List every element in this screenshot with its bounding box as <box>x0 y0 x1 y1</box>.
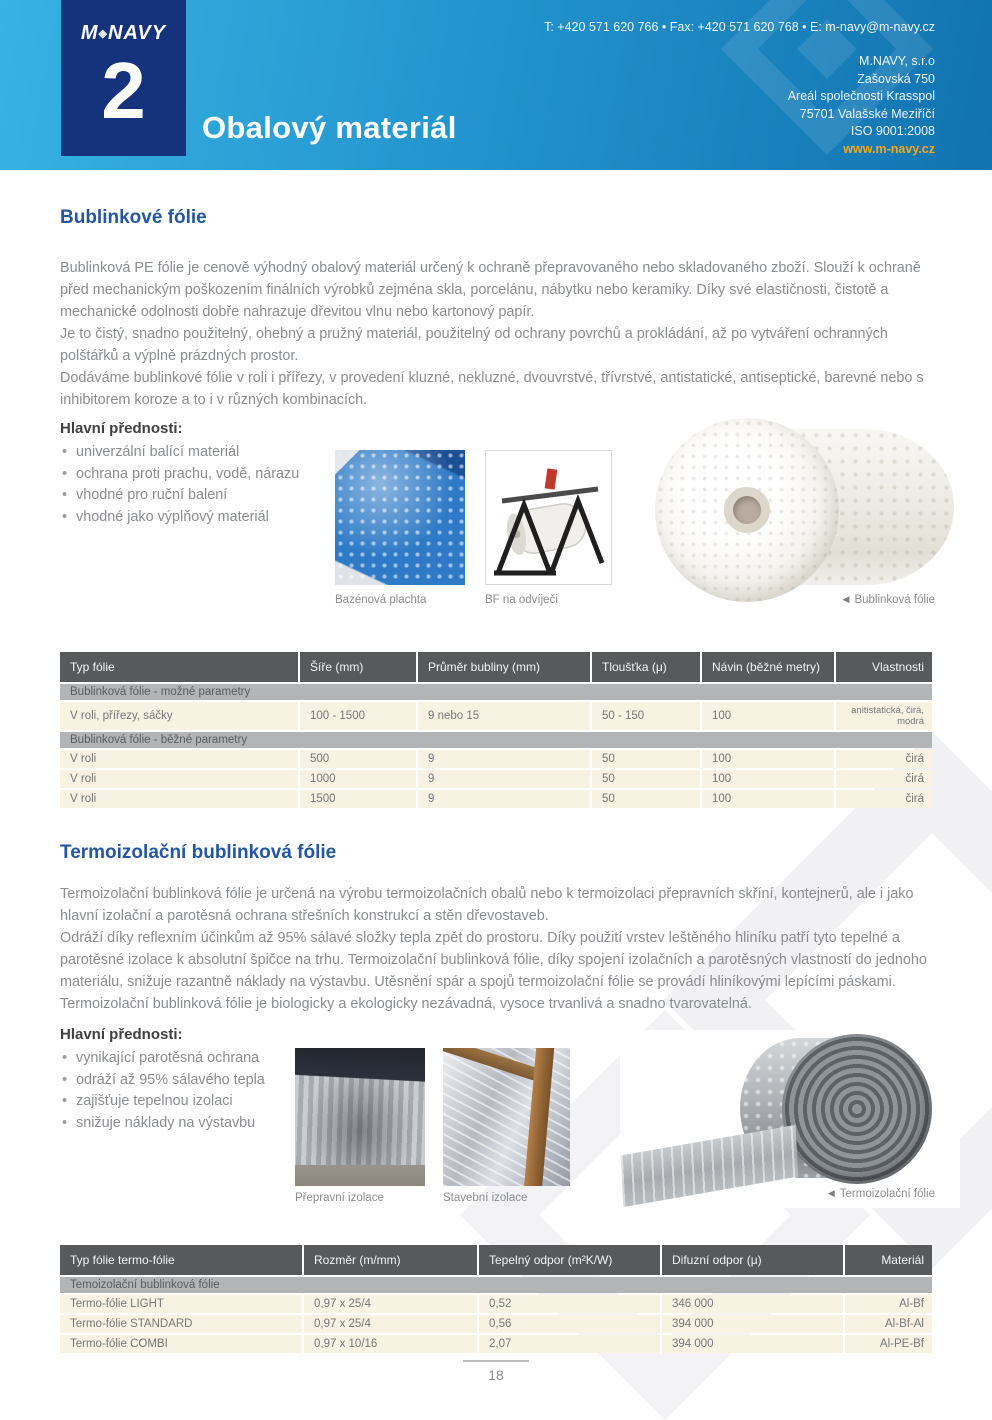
cell: V roli <box>60 750 300 768</box>
benefit-item: • ochrana proti prachu, vodě, nárazu <box>60 464 340 486</box>
photo-caption: Přepravní izolace <box>295 1192 384 1204</box>
cell: V roli <box>60 770 300 788</box>
table-header-row <box>60 652 932 682</box>
group-label: Temoizolační bublinková fólie <box>60 1277 932 1293</box>
bubble-foil-table <box>60 650 932 810</box>
termo-roll-spiral <box>782 1034 932 1184</box>
cell: 100 <box>702 770 836 788</box>
cell: Al-Bf-Al <box>845 1315 932 1333</box>
footer-divider <box>463 1360 529 1362</box>
photo-bublinkova-folie <box>650 415 960 605</box>
column-header: Difuzní odpor (μ) <box>662 1245 845 1275</box>
address-line: ISO 9001:2008 <box>850 124 935 139</box>
cell: 0,97 x 10/16 <box>304 1335 479 1353</box>
table-group-row <box>60 1277 932 1293</box>
cell: 50 <box>592 750 702 768</box>
cell: Al-PE-Bf <box>845 1335 932 1353</box>
cell: 1000 <box>300 770 418 788</box>
cell: 0,97 x 25/4 <box>304 1295 479 1313</box>
benefit-item: • vhodné jako výplňový materiál <box>60 507 340 529</box>
cell: 100 <box>702 790 836 808</box>
cell: 394 000 <box>662 1315 845 1333</box>
photo-stavebni-izolace <box>443 1048 570 1186</box>
table-row <box>60 1335 932 1353</box>
cell: 2,07 <box>479 1335 662 1353</box>
cell: Termo-fólie LIGHT <box>60 1295 304 1313</box>
table-row <box>60 770 932 788</box>
table-header-row <box>60 1245 932 1275</box>
left-triangle-icon: ◀ <box>827 1188 835 1198</box>
table-group-row <box>60 684 932 700</box>
paragraph: Bublinková PE fólie je cenově výhodný obalový materiál určený k ochraně přepravovaného nebo skladovaného zboží. Slouží k ochraně před mechanickým poškozením finálních výrobků zejména skla, porcelánu, nábytku nebo keramiky. Díky své elastičnosti, čistotě a mechanické odolnosti dobře nahrazuje dřevitou vlnu nebo kartonový papír. <box>60 260 921 320</box>
page-title: Obalový materiál <box>202 110 457 145</box>
logo-navy: NAVY <box>108 22 167 44</box>
benefits-title: Hlavní přednosti: <box>60 420 183 437</box>
chapter-number: 2 <box>101 46 146 135</box>
photo-prepravni-izolace <box>295 1048 425 1186</box>
photo-label-text: Bublinková fólie <box>854 594 935 606</box>
cell: 100 <box>702 702 836 730</box>
photo-label-text: Termoizolační fólie <box>839 1188 935 1200</box>
cell: Termo-fólie COMBI <box>60 1335 304 1353</box>
column-header: Návin (běžné metry) <box>702 652 836 682</box>
group-label: Bublinková fólie - běžné parametry <box>60 732 932 748</box>
benefit-item: • vynikající parotěsná ochrana <box>60 1048 340 1070</box>
paragraph: Termoizolační bublinková fólie je určená na výrobu termoizolačních obalů nebo k termoizolaci přepravních skříní, kontejnerů, ale i jako hlavní izolační a parotěsná ochrana střešních konstrukcí a stěn dřevostaveb. <box>60 886 914 924</box>
cell: čirá <box>836 750 932 768</box>
cell: 500 <box>300 750 418 768</box>
section-title-bublinkove-folie: Bublinkové fólie <box>60 207 207 228</box>
cell: 50 <box>592 770 702 788</box>
cell: 9 <box>418 750 592 768</box>
website-link[interactable]: www.m-navy.cz <box>843 141 935 156</box>
company-address <box>788 53 935 159</box>
bubble-roll-face <box>655 418 839 602</box>
bubble-roll-core <box>724 487 770 533</box>
column-header: Šíře (mm) <box>300 652 418 682</box>
cell: V roli, přířezy, sáčky <box>60 702 300 730</box>
left-triangle-icon: ◀ <box>842 594 850 604</box>
cell: 346 000 <box>662 1295 845 1313</box>
column-header: Typ fólie <box>60 652 300 682</box>
photo-label <box>828 1188 935 1200</box>
photo-label <box>843 594 935 606</box>
photo-termoizolacni-folie <box>620 1030 960 1208</box>
column-header: Vlastnosti <box>836 652 932 682</box>
group-label: Bublinková fólie - možné parametry <box>60 684 932 700</box>
address-line: M.NAVY, s.r.o <box>859 54 935 68</box>
table-row <box>60 750 932 768</box>
cell: Al-Bf <box>845 1295 932 1313</box>
brand-logo <box>61 22 186 45</box>
section1-benefits <box>60 420 340 528</box>
cell: anitistatická, čirá, modrá <box>836 702 932 730</box>
page-number: 18 <box>488 1367 504 1383</box>
section2-paragraphs <box>60 883 942 1015</box>
section1-paragraphs <box>60 257 942 411</box>
termo-foil-table <box>60 1243 932 1355</box>
cell: čirá <box>836 790 932 808</box>
benefit-item: • univerzální balící materiál <box>60 442 340 464</box>
cell: 50 - 150 <box>592 702 702 730</box>
cell: 0,56 <box>479 1315 662 1333</box>
section-title-termoizolacni: Termoizolační bublinková fólie <box>60 842 337 863</box>
table-row <box>60 790 932 808</box>
benefit-item: • snižuje náklady na výstavbu <box>60 1113 340 1135</box>
benefits-title: Hlavní přednosti: <box>60 1026 183 1043</box>
photo-caption: Bazénová plachta <box>335 594 427 606</box>
photo-caption: Stavební izolace <box>443 1192 528 1204</box>
cell: V roli <box>60 790 300 808</box>
dispenser-illustration <box>486 451 611 584</box>
brand-logo-box <box>61 0 186 156</box>
cell: Termo-fólie STANDARD <box>60 1315 304 1333</box>
table-row <box>60 1295 932 1313</box>
cell: 9 <box>418 770 592 788</box>
benefits-list <box>60 442 340 528</box>
logo-m: M <box>80 22 99 44</box>
cell: 100 <box>702 750 836 768</box>
paragraph: Je to čistý, snadno použitelný, ohebný a pružný materiál, použitelný od ochrany povrchů a prokládání, až po vytváření ochranných polštářků a výplně prázdných prostor. <box>60 326 888 364</box>
cell: 0,52 <box>479 1295 662 1313</box>
table-group-row <box>60 732 932 748</box>
address-line: Areál společnosti Krasspol <box>787 89 935 104</box>
address-line: Zašovská 750 <box>857 71 935 86</box>
column-header: Tloušťka (μ) <box>592 652 702 682</box>
cell: čirá <box>836 770 932 788</box>
contact-line: T: +420 571 620 766 • Fax: +420 571 620 768 • E: m-navy@m-navy.cz <box>544 20 935 34</box>
photo-bazenova-plachta <box>335 450 465 585</box>
photo-caption: BF na odvíječi <box>485 594 558 606</box>
table-row <box>60 702 932 730</box>
table-row <box>60 1315 932 1333</box>
termo-sheet <box>621 1125 798 1207</box>
cell: 9 nebo 15 <box>418 702 592 730</box>
address-line: 75701 Valašské Meziříčí <box>799 106 935 121</box>
benefit-item: • vhodné pro ruční balení <box>60 485 340 507</box>
cell: 100 - 1500 <box>300 702 418 730</box>
column-header: Tepelný odpor (m²K/W) <box>479 1245 662 1275</box>
paragraph: Dodáváme bublinkové fólie v roli i přířezy, v provedení kluzné, nekluzné, dvouvrstvé, třívrstvé, antistatické, antiseptické, barevné nebo s inhibitorem koroze a to i v různých kombinacích. <box>60 370 924 408</box>
column-header: Typ fólie termo-fólie <box>60 1245 304 1275</box>
cell: 394 000 <box>662 1335 845 1353</box>
benefit-item: • zajišťuje tepelnou izolaci <box>60 1091 340 1113</box>
column-header: Materiál <box>845 1245 932 1275</box>
paragraph: Odráží díky reflexním účinkům až 95% sálavé složky tepla zpět do prostoru. Díky použití vrstev leštěného hliníku patří tyto tepelné a parotěsné izolace k absolutní špičce na trhu. Termoizolační bublinková fólie, díky spojení izolačních a parotěsných vlastností do jednoho materiálu, snižuje razantně náklady na výstavbu. Utěsnění spár a spojů termoizolační fólie se provádí hliníkovými lepícími páskami. Termoizolační bublinková fólie je biologicky a ekologicky nezávadná, vysoce trvanlivá a snadno tvarovatelná. <box>60 930 927 1012</box>
column-header: Rozměr (m/mm) <box>304 1245 479 1275</box>
benefit-item: • odráží až 95% sálavého tepla <box>60 1070 340 1092</box>
cell: 50 <box>592 790 702 808</box>
photo-bf-na-odvijeci <box>485 450 612 585</box>
cell: 1500 <box>300 790 418 808</box>
cell: 0,97 x 25/4 <box>304 1315 479 1333</box>
page-header <box>0 0 992 170</box>
cell: 9 <box>418 790 592 808</box>
column-header: Průměr bubliny (mm) <box>418 652 592 682</box>
diamond-icon: ◈ <box>98 28 109 40</box>
